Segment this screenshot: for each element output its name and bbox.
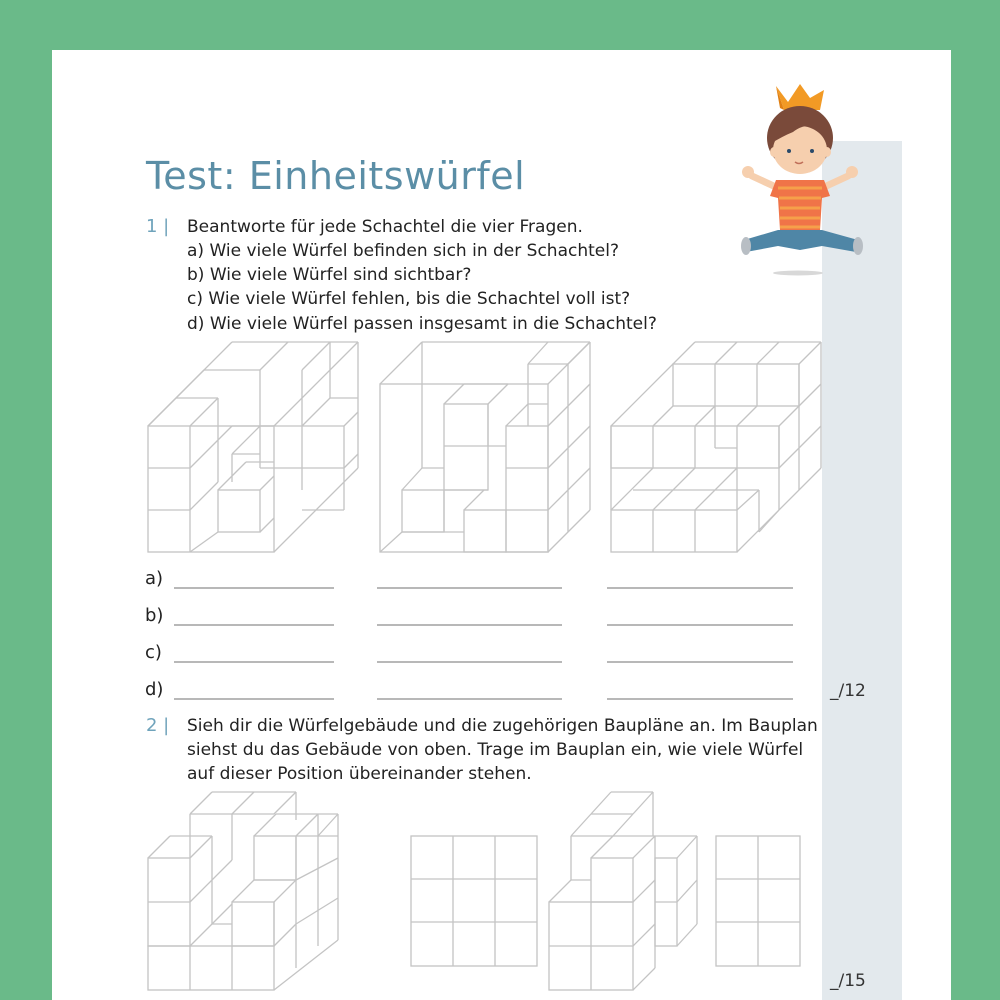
worksheet-page xyxy=(52,50,951,1000)
answer-line-box1-d[interactable] xyxy=(174,698,334,700)
answer-line-box2-b[interactable] xyxy=(377,624,562,626)
answer-line-box2-c[interactable] xyxy=(377,661,562,663)
cube-box-3 xyxy=(609,340,829,560)
answer-line-box3-d[interactable] xyxy=(607,698,793,700)
task-1-question-a: a) Wie viele Würfel befinden sich in der Schachtel? xyxy=(187,241,619,261)
answer-line-box2-d[interactable] xyxy=(377,698,562,700)
cube-building-2 xyxy=(547,790,707,1000)
boy-with-crown-illustration xyxy=(738,80,878,280)
task-2-instruction-line-1: Sieh dir die Würfelgebäude und die zugehörigen Baupläne an. Im Bauplan xyxy=(187,716,818,736)
answer-line-box1-b[interactable] xyxy=(174,624,334,626)
answer-line-box1-a[interactable] xyxy=(174,587,334,589)
task-1-question-d: d) Wie viele Würfel passen insgesamt in die Schachtel? xyxy=(187,314,657,334)
cube-box-1 xyxy=(146,340,366,560)
answer-line-box3-a[interactable] xyxy=(607,587,793,589)
task-1-instruction: Beantworte für jede Schachtel die vier Fragen. xyxy=(187,217,583,237)
task-1-number: 1 | xyxy=(146,216,170,237)
page-title: Test: Einheitswürfel xyxy=(146,154,526,198)
cube-building-1 xyxy=(146,790,346,1000)
task-2-instruction-line-2: siehst du das Gebäude von oben. Trage im Bauplan ein, wie viele Würfel xyxy=(187,740,804,760)
building-plan-3x3[interactable] xyxy=(410,835,540,967)
answer-line-box3-b[interactable] xyxy=(607,624,793,626)
task-2-number: 2 | xyxy=(146,715,170,736)
cube-box-2 xyxy=(378,340,598,560)
building-plan-2x3[interactable] xyxy=(715,835,801,967)
answer-line-box3-c[interactable] xyxy=(607,661,793,663)
answer-label-a: a) xyxy=(145,568,164,589)
answer-label-d: d) xyxy=(145,679,164,700)
answer-line-box1-c[interactable] xyxy=(174,661,334,663)
answer-label-c: c) xyxy=(145,642,162,663)
task-2-instruction-line-3: auf dieser Position übereinander stehen. xyxy=(187,764,532,784)
task-2-score: _/15 xyxy=(830,971,866,991)
task-1-question-b: b) Wie viele Würfel sind sichtbar? xyxy=(187,265,472,285)
answer-line-box2-a[interactable] xyxy=(377,587,562,589)
task-1-question-c: c) Wie viele Würfel fehlen, bis die Schachtel voll ist? xyxy=(187,289,631,309)
answer-label-b: b) xyxy=(145,605,164,626)
task-1-score: _/12 xyxy=(830,681,866,701)
